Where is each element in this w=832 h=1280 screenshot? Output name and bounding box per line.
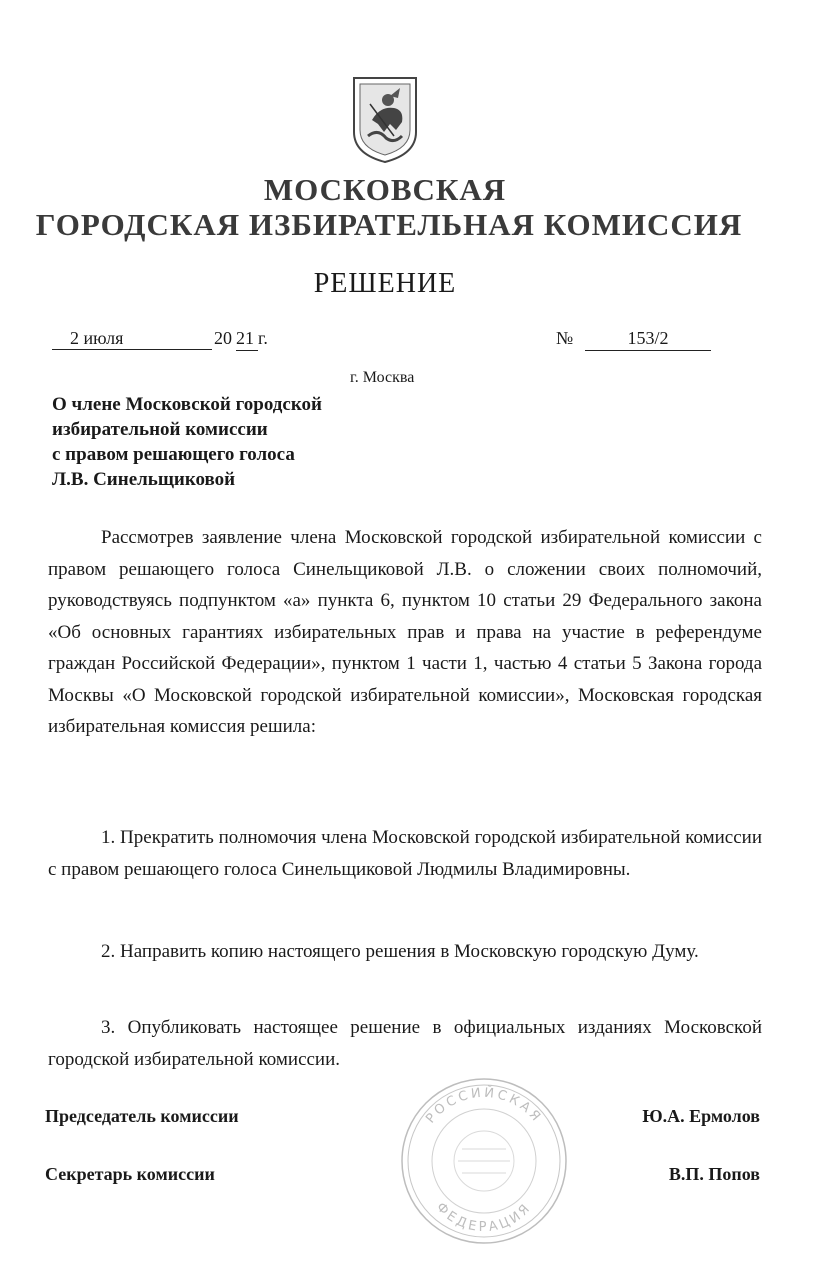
decision-subject (52, 392, 322, 492)
subject-line: с правом решающего голоса (52, 444, 295, 465)
resolution-item-1: 1. Прекратить полномочия члена Московской городской избирательной комиссии с правом решающего голоса Синельщиковой Людмилы Владимировны. (48, 827, 762, 880)
resolution-item-2: 2. Направить копию настоящего решения в Московскую городскую Думу. (101, 941, 699, 962)
organization-name-line1: МОСКОВСКАЯ (263, 172, 507, 207)
organization-name-line2: ГОРОДСКАЯ ИЗБИРАТЕЛЬНАЯ КОМИССИЯ (35, 207, 743, 242)
city-label: г. Москва (350, 369, 415, 386)
moscow-coat-of-arms-icon (350, 74, 420, 166)
resolution-item-3: 3. Опубликовать настоящее решение в официальных изданиях Московской городской избирательной комиссии. (48, 1017, 762, 1070)
official-seal-icon (398, 1075, 570, 1247)
subject-line: избирательной комиссии (52, 419, 268, 440)
decision-date-day: 2 июля (52, 328, 212, 350)
document-title: РЕШЕНИЕ (313, 268, 457, 299)
subject-line: Л.В. Синельщиковой (52, 469, 236, 490)
decision-year-prefix: 20 (214, 328, 232, 348)
number-sign: № (556, 328, 574, 348)
seal-ring-text-bottom: ФЕДЕРАЦИЯ (433, 1199, 535, 1236)
decision-year-end: г. (258, 328, 268, 348)
decision-year-suffix: 21 (236, 328, 258, 351)
seal-ring-text-top: РОССИЙСКАЯ (423, 1085, 545, 1127)
subject-line: О члене Московской городской (52, 394, 322, 415)
chair-title: Председатель комиссии (45, 1106, 239, 1126)
preamble-paragraph: Рассмотрев заявление члена Московской городской избирательной комиссии с правом решающего голоса Синельщиковой Л.В. о сложении своих полномочий, руководствуясь подпунктом «а» пункта 6, пунктом 10 статьи 29 Федерального закона «Об основных гарантиях избирательных прав и права на участие в референдуме граждан Российской Федерации», пунктом 1 части 1, частью 4 статьи 5 Закона города Москвы «О Московской городской избирательной комиссии», Московская городская избирательная комиссия решила: (48, 527, 762, 737)
decision-number: 153/2 (585, 328, 711, 351)
chair-name: Ю.А. Ермолов (642, 1106, 760, 1126)
secretary-title: Секретарь комиссии (45, 1164, 215, 1184)
secretary-name: В.П. Попов (668, 1164, 760, 1184)
